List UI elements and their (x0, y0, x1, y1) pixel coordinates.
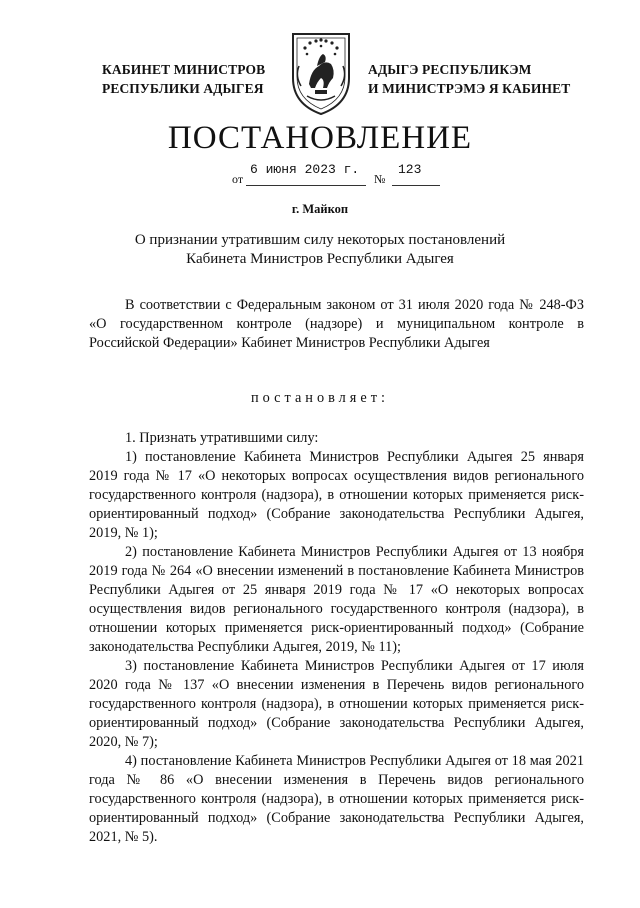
list-item: 2) постановление Кабинета Министров Республики Адыгея от 13 ноября 2019 года № 264 «О внесении изменений в постановление Кабинета Министров Республики Адыгея от 25 января 2019 года № 17 «О некоторых вопросах осуществления видов регионального государственного контроля (надзора), в отношении которых применяется риск-ориентированный подход» (Собрание законодательства Республики Адыгея, 2019, № 11); (89, 544, 584, 655)
date-underline (246, 185, 366, 186)
document-number: 123 (398, 162, 422, 177)
city: г. Майкоп (291, 202, 349, 216)
document-subject: О признании утратившим силу некоторых постановлений Кабинета Министров Республики Адыгея (134, 232, 506, 267)
document-title: ПОСТАНОВЛЕНИЕ (167, 120, 473, 156)
list-item: 4) постановление Кабинета Министров Республики Адыгея от 18 мая 2021 года № 86 «О внесении изменения в Перечень видов регионального государственного контроля (надзора), в отношении которых применяется риск-ориентированный подход» (Собрание законодательства Республики Адыгея, 2021, № 5). (89, 753, 584, 845)
number-sign-label: № (374, 172, 386, 186)
header-right-line1: АДЫГЭ РЕСПУБЛИКЭМ (368, 62, 532, 77)
decree-word: постановляет: (251, 390, 389, 406)
list-item: 3) постановление Кабинета Министров Республики Адыгея от 17 июля 2020 года № 137 «О внесении изменения в Перечень видов регионального государственного контроля (надзора), в отношении которых применяется риск-ориентированный подход» (Собрание законодательства Республики Адыгея, 2020, № 7); (89, 658, 584, 750)
number-underline (392, 185, 440, 186)
header-right (368, 60, 588, 98)
header-left (102, 60, 282, 98)
document-date: 6 июня 2023 г. (250, 162, 360, 177)
coat-of-arms-icon (283, 26, 359, 118)
list-item: 1) постановление Кабинета Министров Республики Адыгея 25 января 2019 года № 17 «О некоторых вопросах осуществления видов регионального государственного контроля (надзора), в отношении которых применяется риск-ориентированный подход» (Собрание законодательства Республики Адыгея, 2019, № 1); (89, 449, 584, 541)
header-left-line2: РЕСПУБЛИКИ АДЫГЕЯ (102, 81, 264, 96)
date-prefix-label: от (232, 172, 244, 186)
decree-items (89, 429, 584, 847)
preamble-paragraph: В соответствии с Федеральным законом от 31 июля 2020 года № 248-ФЗ «О государственном контроле (надзоре) и муниципальном контроле в Российской Федерации» Кабинет Министров Республики Адыгея (89, 297, 584, 351)
header-left-line1: КАБИНЕТ МИНИСТРОВ (102, 62, 266, 77)
dateline (224, 162, 454, 192)
list-item: 1. Признать утратившими силу: (125, 430, 319, 446)
header-right-line2: И МИНИСТРЭМЭ Я КАБИНЕТ (368, 81, 571, 96)
